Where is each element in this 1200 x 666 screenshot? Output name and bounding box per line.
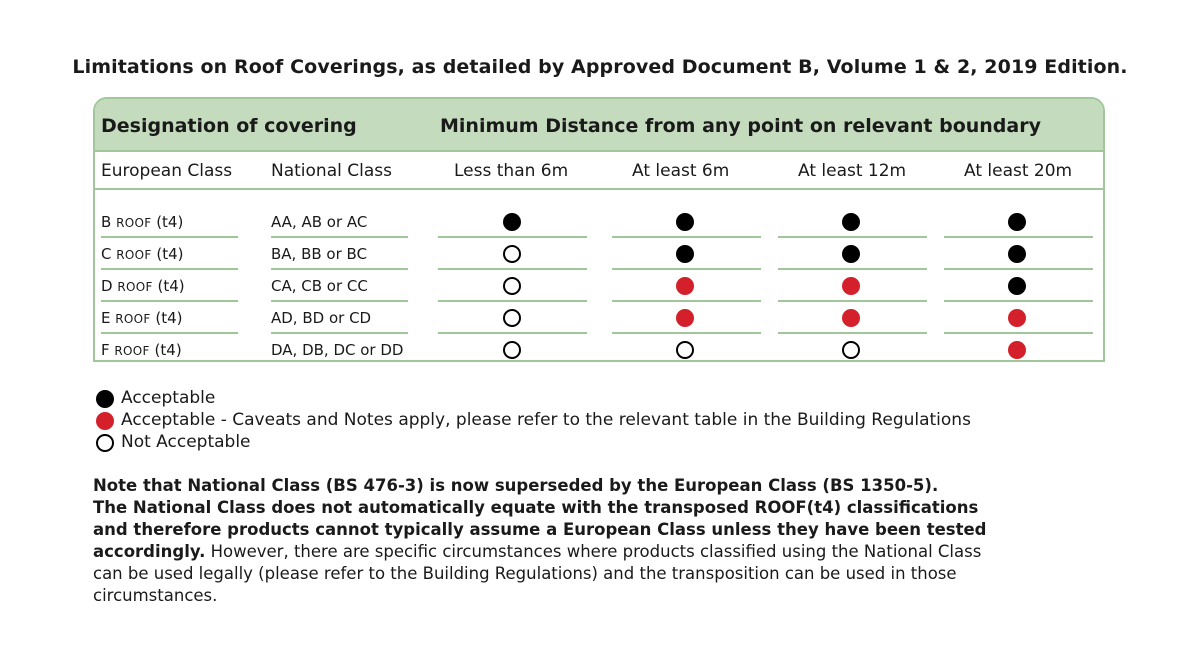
european-class-cell <box>101 309 183 327</box>
class-letter: C <box>101 245 112 263</box>
col-less-than-6m: Less than 6m <box>454 161 569 181</box>
red-dot-icon <box>842 309 860 327</box>
black-dot-icon <box>503 213 521 231</box>
table-row <box>95 206 1103 238</box>
class-letter: B <box>101 213 112 231</box>
european-class-cell <box>101 341 182 359</box>
european-class-cell <box>101 213 183 231</box>
class-suffix: (t4) <box>156 245 184 263</box>
col-at-least-6m: At least 6m <box>632 161 730 181</box>
header-minimum-distance: Minimum Distance from any point on relevant boundary <box>440 115 1041 137</box>
red-dot-icon <box>676 309 694 327</box>
roof-coverings-table <box>93 97 1105 362</box>
roof-label: ROOF <box>114 344 150 358</box>
legend-label: Acceptable <box>121 388 216 408</box>
hollow-circle-icon <box>503 341 521 359</box>
hollow-circle-icon <box>503 309 521 327</box>
black-dot-icon <box>676 245 694 263</box>
note-paragraph <box>93 475 1103 607</box>
note-line: and therefore products cannot typically assume a European Class unless they have been tested <box>93 520 987 539</box>
note-line: can be used legally (please refer to the Building Regulations) and the transposition can be used in those <box>93 564 957 583</box>
col-at-least-12m: At least 12m <box>798 161 907 181</box>
european-class-cell <box>101 245 184 263</box>
table-header <box>95 99 1103 152</box>
hollow-circle-icon <box>503 245 521 263</box>
class-suffix: (t4) <box>156 213 184 231</box>
black-dot-icon <box>1008 277 1026 295</box>
black-dot-icon <box>96 390 114 408</box>
roof-label: ROOF <box>116 216 152 230</box>
class-suffix: (t4) <box>154 341 182 359</box>
national-class-cell: AA, AB or AC <box>271 213 368 231</box>
european-class-cell <box>101 277 185 295</box>
class-letter: E <box>101 309 111 327</box>
note-line: accordingly. <box>93 542 206 561</box>
col-national-class: National Class <box>271 161 392 181</box>
col-european-class: European Class <box>101 161 233 181</box>
hollow-circle-icon <box>503 277 521 295</box>
class-letter: D <box>101 277 113 295</box>
national-class-cell: BA, BB or BC <box>271 245 368 263</box>
col-at-least-20m: At least 20m <box>964 161 1073 181</box>
page-title: Limitations on Roof Coverings, as detailed by Approved Document B, Volume 1 & 2, 2019 Edition. <box>72 56 1128 78</box>
red-dot-icon <box>1008 309 1026 327</box>
black-dot-icon <box>676 213 694 231</box>
black-dot-icon <box>842 245 860 263</box>
national-class-cell: AD, BD or CD <box>271 309 372 327</box>
roof-label: ROOF <box>117 280 153 294</box>
black-dot-icon <box>842 213 860 231</box>
red-dot-icon <box>676 277 694 295</box>
table-row <box>95 334 1103 366</box>
table-row <box>95 270 1103 302</box>
class-suffix: (t4) <box>157 277 185 295</box>
roof-label: ROOF <box>116 248 152 262</box>
column-headers <box>95 152 1103 190</box>
legend-label: Not Acceptable <box>121 432 251 452</box>
hollow-circle-icon <box>676 341 694 359</box>
black-dot-icon <box>1008 245 1026 263</box>
note-line: circumstances. <box>93 586 218 605</box>
legend-label: Acceptable - Caveats and Notes apply, please refer to the relevant table in the Building Regulations <box>121 410 971 430</box>
note-line: Note that National Class (BS 476-3) is now superseded by the European Class (BS 1350-5). <box>93 476 939 495</box>
note-line: The National Class does not automatically equate with the transposed ROOF(t4) classifications <box>93 498 979 517</box>
class-letter: F <box>101 341 110 359</box>
red-dot-icon <box>842 277 860 295</box>
national-class-cell: DA, DB, DC or DD <box>271 341 404 359</box>
header-designation: Designation of covering <box>101 115 357 137</box>
red-dot-icon <box>96 412 114 430</box>
hollow-circle-icon <box>96 434 114 452</box>
red-dot-icon <box>1008 341 1026 359</box>
class-suffix: (t4) <box>155 309 183 327</box>
black-dot-icon <box>1008 213 1026 231</box>
hollow-circle-icon <box>842 341 860 359</box>
national-class-cell: CA, CB or CC <box>271 277 368 295</box>
table-row <box>95 238 1103 270</box>
table-row <box>95 302 1103 334</box>
roof-label: ROOF <box>115 312 151 326</box>
note-line: However, there are specific circumstances where products classified using the National Class <box>205 542 982 561</box>
